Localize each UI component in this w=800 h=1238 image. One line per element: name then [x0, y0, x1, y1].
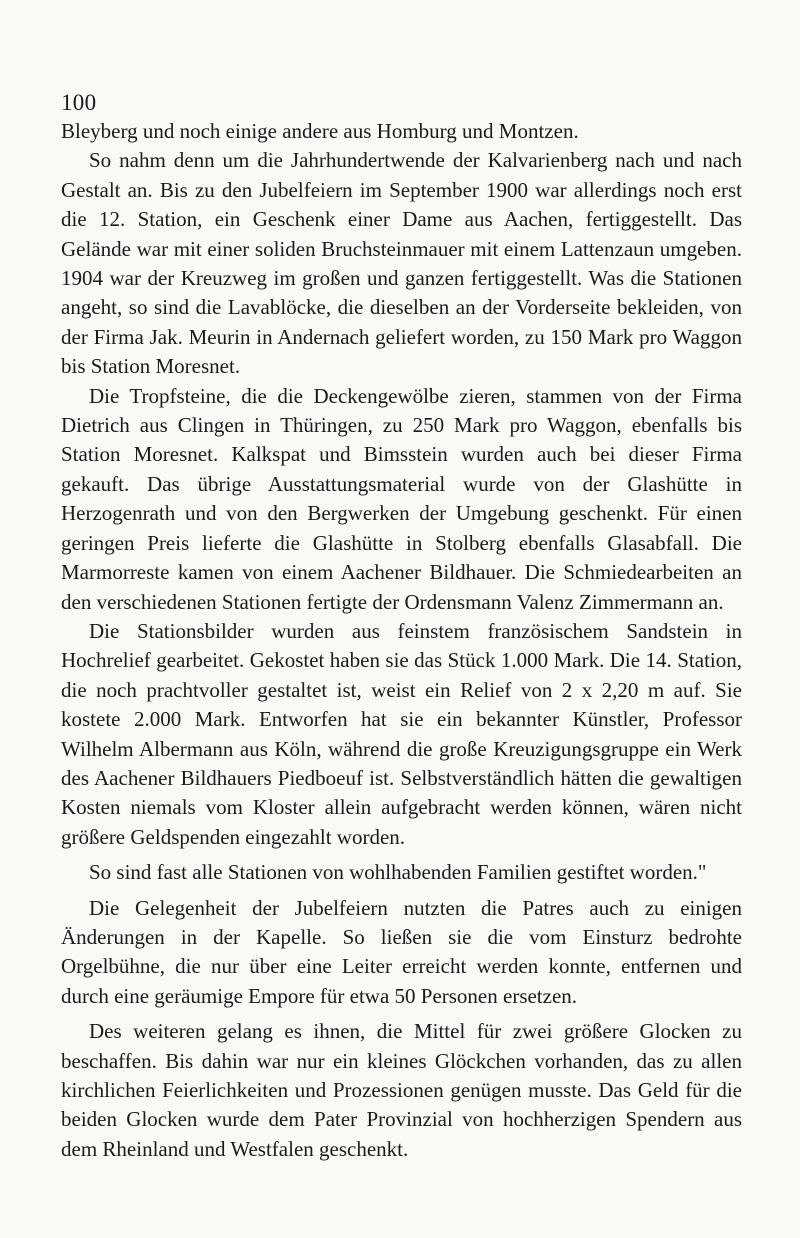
- paragraph-continuation: Bleyberg und noch einige andere aus Homburg und Montzen.: [61, 119, 579, 143]
- paragraph-stationen-gestiftet: So sind fast alle Stationen von wohlhabenden Familien gestiftet worden.": [89, 860, 707, 885]
- body-text: [61, 117, 742, 1164]
- paragraph-kalvarienberg: So nahm denn um die Jahrhundertwende der Kalvarienberg nach und nach Gestalt an. Bis zu den Jubelfeiern im September 1900 war allerdings noch erst die 12. Station, ein Geschenk einer Dame aus Aachen, fertiggestellt. Das Gelände war mit einer soliden Bruchsteinmauer mit einem Lattenzaun umgeben. 1904 war der Kreuzweg im großen und ganzen fertiggestellt. Was die Stationen angeht, so sind die Lavablöcke, die dieselben an der Vorderseite bekleiden, von der Firma Jak. Meurin in Andernach geliefert worden, zu 150 Mark pro Waggon bis Station Moresnet.: [61, 148, 742, 379]
- paragraph-kapelle: Die Gelegenheit der Jubelfeiern nutzten die Patres auch zu einigen Änderungen in der Kapelle. So ließen sie die vom Einsturz bedrohte Orgelbühne, die nur über eine Leiter erreicht werden konnte, entfernen und durch eine geräumige Empore für etwa 50 Personen ersetzen.: [61, 895, 742, 1008]
- paragraph-tropfsteine: Die Tropfsteine, die die Deckengewölbe zieren, stammen von der Firma Dietrich aus Clingen in Thüringen, zu 250 Mark pro Waggon, ebenfalls bis Station Moresnet. Kalkspat und Bimsstein wurden auch bei dieser Firma gekauft. Das übrige Ausstattungsmaterial wurde von der Glashütte in Herzogenrath und von den Bergwerken der Umgebung geschenkt. Für einen geringen Preis lieferte die Glashütte in Stolberg ebenfalls Glasabfall. Die Marmorreste kamen von einem Aachener Bildhauer. Die Schmiedearbeiten an den verschiedenen Stationen fertigte der Ordensmann Valenz Zimmermann an.: [61, 383, 742, 614]
- paragraph-stationsbilder: Die Stationsbilder wurden aus feinstem französischem Sandstein in Hochrelief gearbeitet. Gekostet haben sie das Stück 1.000 Mark. Die 14. Station, die noch prachtvoller gestaltet ist, weist ein Relief von 2 x 2,20 m auf. Sie kostete 2.000 Mark. Entworfen hat sie ein bekannter Künstler, Professor Wilhelm Albermann aus Köln, während die große Kreuzigungsgruppe ein Werk des Aachener Bildhauers Piedboeuf ist. Selbstverständlich hätten die gewaltigen Kosten niemals vom Kloster allein aufgebracht werden können, wären nicht größere Geldspenden eingezahlt worden.: [61, 618, 742, 849]
- page-number: 100: [61, 90, 97, 115]
- paragraph-glocken: Des weiteren gelang es ihnen, die Mittel für zwei größere Glocken zu beschaffen. Bis dahin war nur ein kleines Glöckchen vorhanden, das zu allen kirchlichen Feierlichkeiten und Prozessionen genügen musste. Das Geld für die beiden Glocken wurde dem Pater Provinzial von hochherzigen Spendern aus dem Rheinland und Westfalen geschenkt.: [61, 1019, 742, 1161]
